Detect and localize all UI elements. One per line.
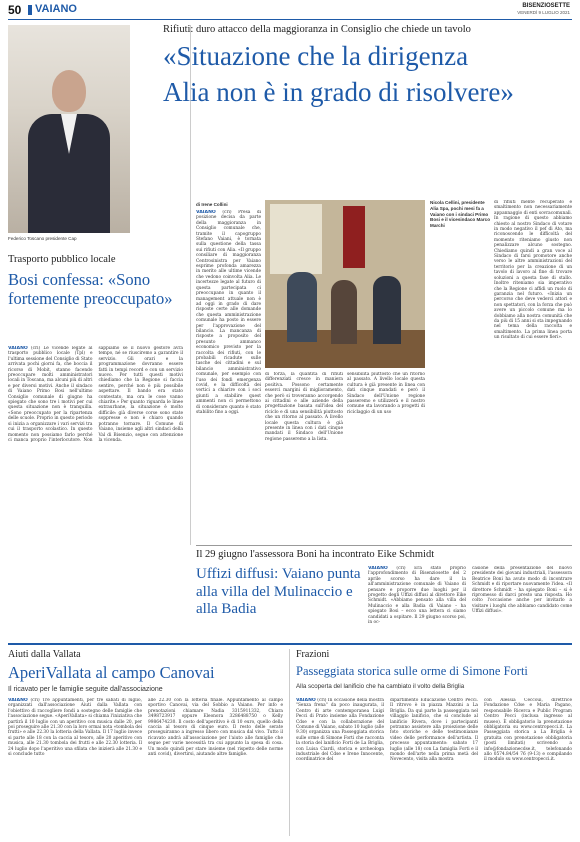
- bottom-left-subhead: Il ricavato per le famiglie seguite dall'associazione: [8, 686, 163, 693]
- left-photo: [8, 25, 130, 233]
- photo-window: [270, 204, 322, 274]
- page-number: 50: [8, 3, 22, 17]
- left-body-tag: VAIANO: [8, 346, 28, 351]
- bottom-right-col3: [484, 698, 572, 836]
- bottom-left-col2: [148, 698, 283, 836]
- middle-top-rule: [196, 545, 572, 546]
- middle-col2: [472, 566, 572, 636]
- bottom-right-col1-text: (cri) In occasione della mostra "Senza frena" da poco inaugurata, il Centro di arte contemporanea Luigi Pecci di Prato insieme alla Fondazione Cdse e con la collaborazione del Comune di Vaiano, sabato 10 luglio (alle 9.30) organizza una Passeggiata storica sulle orme di Simone Forti che racconta la storia del lanificio Forti de La Briglia, con Luisa Ciardi, storica e archeologa industriale del Cdse e Irene Innocente, coordinatrice del: [296, 698, 384, 763]
- main-col1: [196, 210, 261, 542]
- photo-person-2: [331, 280, 357, 344]
- brand-name: BISENZIOSETTE: [522, 3, 570, 9]
- main-byline: di Irene Collini: [196, 202, 228, 207]
- bottom-left-col2-text: alle 22.30 con la lotteria finale. Appuntamento al campo sportivo Canovai, via del Sobbio a Vaiano. Per info e prenotazioni chiamare Nadia 3315911332, Chiara 3498723917 oppure Eleonora 3286488750 o Kelly 9986474230. Il costo dell'aperitivo è di 10 euro, quello della caccia al tesoro di cinque euro. Il resto delle serate proseguiranno a ingresso libero con musica dal vivo. Tutto il ricavato andrà all'associazione per l'aiuto alle famiglie che segue per varie necessità tra cui appunto la spesa di cosa. Un modo quindi per stare insieme (nel rispetto delle norme anti covid), divertirsi, aiutando altre famiglie.: [148, 698, 283, 758]
- left-headline: Bosi confessa: «Sono fortemente preoccupato»: [8, 270, 173, 308]
- main-photo-caption: Nicola Cellini, presidente Alia Spa, pochi mesi fa a Vaiano con i sindaci Primo Bosi e il vicesindaco Marco Marchi: [430, 200, 490, 229]
- person-figure: [28, 70, 110, 233]
- section-bar: [28, 5, 32, 15]
- left-photo-caption: Federico Toscano presidente Cap: [8, 236, 77, 241]
- bottom-left-headline: AperiVallata al campo Canovai: [8, 663, 215, 682]
- middle-col1-tag: VAIANO: [368, 566, 388, 571]
- header-rule: [8, 19, 572, 20]
- bottom-divider: [289, 649, 290, 836]
- main-col4-text: di rifiuti mente recuperato e smaltimento non necessariamente appannaggio di enti sovracomunali. In ragione di questo abbiamo chiesto al nostro Sindaco di votare in modo negativo il pef di Ato, ma riconoscendo le difficoltà del momento riteniamo giusto non penalizzare alcuno sostegno. Chiediamo quindi a gran voce al Sindaco di farsi promotore anche verso le altre amministrazioni del territorio per la creazione di un tavolo di lavoro al fine di trovare soluzioni a questa fase di stallo. Inoltre riteniamo sia imperativo che la Regione ci affidi un ruolo di garanzia nel futuro. «Inizia un percorso che deve vederci attori e non spettatori, con la forza che può avere un piccolo comune ma lo dobbiamo alla nostra comunità che da più di 15 anni si sta impegnando nel tema della raccolta e smaltimento. La prima linea porta un risultato di cui essere fieri».: [494, 200, 572, 341]
- main-col2: [265, 372, 343, 542]
- middle-headline: Uffizi diffusi: Vaiano punta alla villa del Mulinaccio e alla Badia: [196, 566, 361, 617]
- bottom-right-col2: [390, 698, 478, 836]
- bottom-right-col2-text: dipartimento Educazione Centro Pecci. Il ritrovo è in piazza Mazzini a La Briglia. Da qui parte la passeggiata nel villaggio lanificio, che si conclude al lanificio Rivera, dove i partecipanti potranno assistere alla proiezione delle foto storiche e delle testimonianze video delle performance dell'artista. Il processo appuntamento: sabato 17 luglio (alle 18) con La famiglia Forti e il mondo dell'arte nella prima metà del Novecento, visita alla mostra: [390, 698, 478, 763]
- page-header: [0, 0, 580, 20]
- issue-date: VENERDÌ 9 LUGLIO 2021: [517, 10, 570, 15]
- bottom-left-kicker: Aiuti dalla Vallata: [8, 649, 81, 660]
- main-photo: [265, 200, 425, 368]
- main-col4: [494, 200, 572, 542]
- bottom-left-col1: [8, 698, 142, 836]
- middle-col1-text: (cri) Era stato proprio l'approfondimento di Bisenziosette del 2 aprile scorso ha dare il la all'amministrazione comunale di Vaiano di pensare e proporre due luoghi per il progetto degli Uffizi diffusi al direttore Eike Schmidt. «Abbiamo pensato alla villa del Mulinaccio e alla Badia di Vaiano – ha spiegato Bosi – ecco una lettera ci siamo candidati a ospitare. Il 29 giugno scorso poi, in oc-: [368, 566, 466, 626]
- main-col3: [347, 372, 425, 542]
- main-col3-text: sensibilità piuttosto che un ritorno al passato. A livello locale questa cultura è già presente in linea con dati cinque mandati e però il Sindaco dell'Unione regione passeremo e utilizzerà e il nostro comune sta lavorando a progetti di riciclaggio di un uso: [347, 372, 425, 415]
- photo-person-1: [287, 272, 317, 342]
- bottom-right-kicker: Frazioni: [296, 649, 330, 660]
- main-col2-text: di forza, la quantità di rifiuti differenziati cresce in maniera positiva. Possono certamente esserci margini di miglioramento, che però si troveranno accorgendo ai cittadini e alle aziende della progettazione basata sull'idea del riciclo e di una sensibilità piuttosto che un ritorno al passato. A livello locale questa cultura è già presente in linea con i dati cinque mandati il Sindaco dell'Unione regione passeremo a la lista.: [265, 372, 343, 442]
- bottom-right-col3-text: con Alessia Ceccoui, direttrice Fondazione Cdse e Maria Pagano, responsabile Ricerca e Public Program Centro Pecci (inclusa ingresso al museo). È obbligatorio la prenotazione obbligatoria su www.centropecci.it. La Passeggiata storica a La Briglia è gratuita con prenotazione obbligatoria (posti limitati) scrivendo a info@fondazionecdse.it, telefonando allo 0574.84/54 76 (9-13) e compilando il modulo su www.centropecci.it.: [484, 698, 572, 763]
- bottom-left-col1-text: (cri) Tre appuntamenti, per tre sabati di luglio, organizzati dall'associazione Aiuti dalla Vallata con l'obiettivo di raccogliere fondi a sostegno delle famiglie che l'associazione segue. «AperiVallata» si chiama l'iniziativa che partirà il 10 luglio con un aperitivo con musica dalle 20, per poi proseguire alle 21.30 con la loro ormai nota «tombola dei frutti» e alle 22.30 la lotteria della Vallata. Il 17 luglio invece si parte alle 18 con la caccia al tesoro, alle 20 aperitivo con musica, alle 21.30 tombola dei frutti e alle 22.30 lotteria. Il 24 luglio dopo l'aperitivo una sfilata che inizierà alle 21.30 e si conclude tutto: [8, 698, 142, 758]
- middle-kicker: Il 29 giugno l'assessora Boni ha incontrato Eike Schmidt: [196, 549, 435, 560]
- bottom-left-col1-tag: VAIANO: [8, 698, 28, 703]
- bottom-right-col1: [296, 698, 384, 836]
- main-headline-line1: «Situazione che la dirigenza: [163, 41, 469, 71]
- left-body-text: (cri) Le vicende legate al trasporto pubblico locale (Tpl) e l'ultima sessione del Consiglio di Stato arrivata pochi giorni fa, che boccia il ricorso di Mobit, stanno facendo preoccupare molti amministratori locali in Toscana, ma alcuni più di altri e per diversi motivi. Anche il sindaco di Vaiano Primo Bosi nell'ultimo Consiglio comunale di giugno ha spiegato che sono tre i motivi per cui questa situazione non è tranquilla. «Sono preoccupato per la ripartenza delle scuole. Proprio in questo periodo si inizia a organizzare i vari servizi tra cui il trasporto scolastico. In questo momento non possiamo farlo perché ci manca proprio l'interlocutore. Non sappiamo se il nuovo gestore avrà tempo, né se riusciremo a garantire il servizio. Gli orari e la programmazione dovranno essere fatti in tempi record e con un servizio nuovo. Per tutti questi motivi chiediamo che la Regione si faccia sentire, perché non è più possibile aspettare. Il bando era stato contestato, ma ora le cose vanno chiarite.» Per quanto riguarda le linee extraurbane, la situazione è molto difficile: già diverse corse sono state soppresse e non è chiaro quando potranno tornare. Il Comune di Vaiano, insieme agli altri sindaci della Val di Bisenzio, segue con attenzione la vicenda.: [8, 346, 183, 443]
- bottom-right-col1-tag: VAIANO: [296, 698, 316, 703]
- section-name: VAIANO: [35, 3, 77, 15]
- main-headline-line2: Alia non è in grado di risolvere»: [163, 77, 514, 107]
- middle-col2-text: casione della presentazione del nuovo presidente dei giovani industriali, l'assessora Beatrice Boni ha avuto modo di incontrare Schmidt e di riportare nuovamente l'idea. «Il direttore Schmidt – ha spiegato Boni – si è ripromesso di darci presto una risposta. Ho colto l'occasione anche per invitarlo a visitare i luoghi che abbiamo candidato come Uffizi diffusi».: [472, 566, 572, 615]
- bottom-right-subhead: Alla scoperta del lanificio che ha cambiato il volto della Briglia: [296, 683, 465, 690]
- main-kicker: Rifiuti: duro attacco della maggioranza in Consiglio che chiede un tavolo: [163, 24, 471, 35]
- left-kicker: Trasporto pubblico locale: [8, 254, 116, 265]
- person-head: [52, 70, 86, 112]
- main-col1-tag: VAIANO: [196, 210, 216, 215]
- photo-person-3: [373, 276, 401, 344]
- bottom-right-headline: Passeggiata storica sulle orme di Simone Forti: [296, 664, 528, 678]
- middle-col1: [368, 566, 466, 636]
- main-col1-text: (cri) Presa di posizione decisa da parte della maggioranza in Consiglio comunale che, tramite il capogruppo Stefano Vaiani, è tornata sulla questione della tassa sui rifiuti con Alia. «Il gruppo consiliare di maggioranza Centrosinistra per Vaiano esprime profonda amarezza in merito alle ultime vicende che vedono coinvolta Alia. Le incertezze legate al futuro di questa partecipata ci preoccupano in quanto il management attuale non è ad oggi in grado di dare risposte certe alle domande che questa amministrazione comunale ha posto in essere per l'approvazione del bilancio. La mancanza di risposte a proposito del presunto ammanco economico previsto per la raccolta dei rifiuti, con le probabili ricadute sulle tasche dei cittadini e sul bilancio amministrativo comunale, per esempio con l'uso dei fondi emergenza covid, e la difficoltà dei vertici a chiarire con i soci giunti a stabilire quest ammenti non ci permettono di considerare quanto è stato stabilito fino a oggi.: [196, 210, 261, 416]
- photo-banner: [343, 206, 365, 268]
- section-rule: [8, 643, 572, 645]
- left-body: [8, 346, 183, 546]
